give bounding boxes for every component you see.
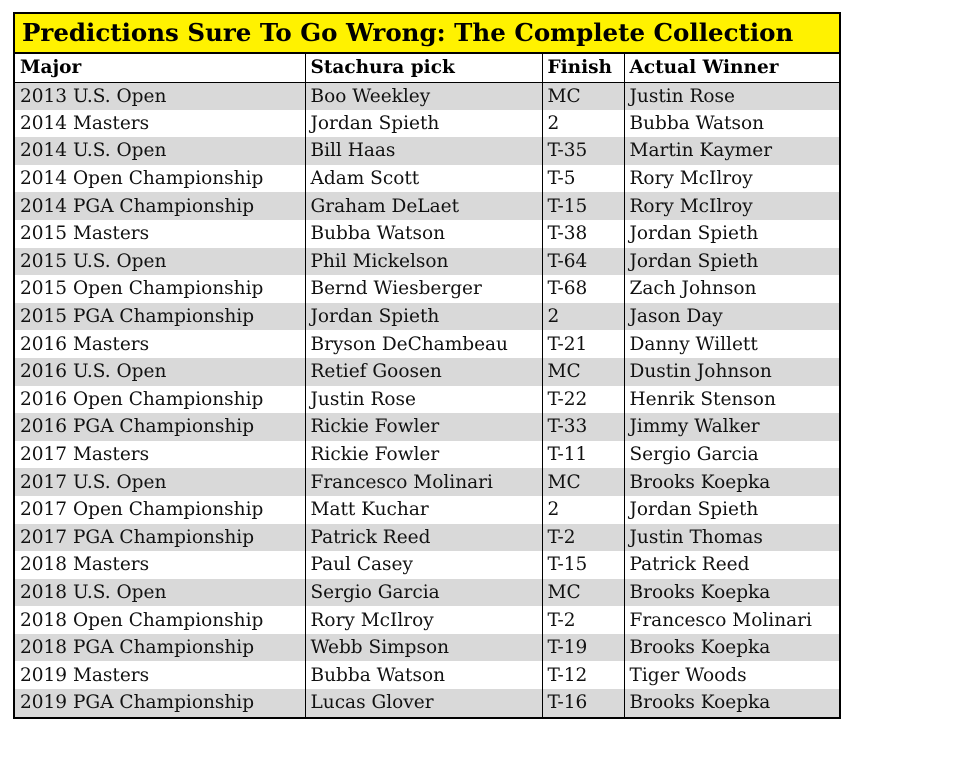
column-header-major: Major [15,54,305,82]
cell-pick: Graham DeLaet [305,192,542,220]
cell-pick: Bubba Watson [305,220,542,248]
table-row [15,634,839,662]
cell-finish: T-33 [542,413,624,441]
table-row [15,413,839,441]
cell-pick: Lucas Glover [305,689,542,717]
cell-major: 2017 PGA Championship [15,524,305,552]
cell-winner: Brooks Koepka [624,634,839,662]
cell-major: 2017 Masters [15,441,305,469]
cell-major: 2014 Open Championship [15,165,305,193]
table-row [15,110,839,138]
cell-pick: Retief Goosen [305,358,542,386]
cell-pick: Boo Weekley [305,82,542,110]
cell-winner: Brooks Koepka [624,579,839,607]
cell-major: 2015 Open Championship [15,275,305,303]
cell-major: 2018 U.S. Open [15,579,305,607]
cell-major: 2016 PGA Championship [15,413,305,441]
table-row [15,496,839,524]
table-row [15,689,839,717]
table-row [15,441,839,469]
cell-winner: Rory McIlroy [624,165,839,193]
cell-winner: Rory McIlroy [624,192,839,220]
cell-winner: Bubba Watson [624,110,839,138]
cell-finish: 2 [542,110,624,138]
cell-major: 2014 U.S. Open [15,137,305,165]
cell-pick: Adam Scott [305,165,542,193]
cell-major: 2016 Masters [15,330,305,358]
cell-pick: Sergio Garcia [305,579,542,607]
cell-pick: Matt Kuchar [305,496,542,524]
cell-winner: Sergio Garcia [624,441,839,469]
cell-finish: T-19 [542,634,624,662]
cell-finish: MC [542,82,624,110]
cell-major: 2014 PGA Championship [15,192,305,220]
cell-winner: Jordan Spieth [624,220,839,248]
table-row [15,551,839,579]
cell-finish: T-15 [542,192,624,220]
table-row [15,330,839,358]
cell-pick: Jordan Spieth [305,303,542,331]
cell-winner: Francesco Molinari [624,606,839,634]
cell-finish: T-68 [542,275,624,303]
cell-finish: MC [542,468,624,496]
cell-major: 2016 Open Championship [15,386,305,414]
cell-finish: T-11 [542,441,624,469]
cell-pick: Bryson DeChambeau [305,330,542,358]
cell-major: 2018 Masters [15,551,305,579]
table-row [15,579,839,607]
table-row [15,303,839,331]
cell-winner: Jimmy Walker [624,413,839,441]
table-row [15,358,839,386]
table-row [15,82,839,110]
cell-pick: Francesco Molinari [305,468,542,496]
cell-finish: MC [542,358,624,386]
table-row [15,192,839,220]
cell-finish: T-15 [542,551,624,579]
cell-winner: Jordan Spieth [624,248,839,276]
cell-winner: Patrick Reed [624,551,839,579]
cell-pick: Phil Mickelson [305,248,542,276]
cell-finish: T-35 [542,137,624,165]
cell-major: 2018 Open Championship [15,606,305,634]
cell-major: 2013 U.S. Open [15,82,305,110]
cell-major: 2016 U.S. Open [15,358,305,386]
cell-winner: Brooks Koepka [624,468,839,496]
predictions-table-sheet [13,12,841,719]
table-title: Predictions Sure To Go Wrong: The Complete Collection [15,14,839,54]
cell-winner: Justin Rose [624,82,839,110]
cell-finish: T-5 [542,165,624,193]
cell-finish: 2 [542,496,624,524]
cell-pick: Webb Simpson [305,634,542,662]
cell-major: 2017 Open Championship [15,496,305,524]
table-row [15,468,839,496]
cell-winner: Dustin Johnson [624,358,839,386]
cell-winner: Henrik Stenson [624,386,839,414]
cell-finish: T-12 [542,661,624,689]
cell-pick: Paul Casey [305,551,542,579]
table-row [15,661,839,689]
table-row [15,220,839,248]
cell-pick: Bernd Wiesberger [305,275,542,303]
cell-winner: Danny Willett [624,330,839,358]
cell-major: 2019 Masters [15,661,305,689]
cell-major: 2019 PGA Championship [15,689,305,717]
cell-winner: Brooks Koepka [624,689,839,717]
table-row [15,137,839,165]
cell-major: 2018 PGA Championship [15,634,305,662]
cell-major: 2017 U.S. Open [15,468,305,496]
cell-pick: Bill Haas [305,137,542,165]
table-row [15,165,839,193]
cell-pick: Justin Rose [305,386,542,414]
cell-pick: Patrick Reed [305,524,542,552]
cell-finish: T-38 [542,220,624,248]
cell-finish: T-22 [542,386,624,414]
predictions-table [15,54,839,717]
cell-pick: Jordan Spieth [305,110,542,138]
cell-major: 2014 Masters [15,110,305,138]
table-row [15,248,839,276]
table-row [15,275,839,303]
cell-finish: T-16 [542,689,624,717]
table-row [15,606,839,634]
column-header-pick: Stachura pick [305,54,542,82]
cell-finish: MC [542,579,624,607]
cell-pick: Rory McIlroy [305,606,542,634]
cell-pick: Rickie Fowler [305,441,542,469]
cell-winner: Zach Johnson [624,275,839,303]
cell-pick: Bubba Watson [305,661,542,689]
cell-pick: Rickie Fowler [305,413,542,441]
cell-finish: 2 [542,303,624,331]
cell-winner: Jordan Spieth [624,496,839,524]
cell-winner: Justin Thomas [624,524,839,552]
cell-winner: Martin Kaymer [624,137,839,165]
cell-major: 2015 PGA Championship [15,303,305,331]
cell-finish: T-2 [542,524,624,552]
cell-major: 2015 Masters [15,220,305,248]
cell-winner: Jason Day [624,303,839,331]
table-row [15,524,839,552]
column-header-winner: Actual Winner [624,54,839,82]
table-row [15,386,839,414]
cell-finish: T-21 [542,330,624,358]
cell-finish: T-2 [542,606,624,634]
header-row [15,54,839,82]
column-header-finish: Finish [542,54,624,82]
table-body [15,82,839,717]
cell-major: 2015 U.S. Open [15,248,305,276]
cell-finish: T-64 [542,248,624,276]
cell-winner: Tiger Woods [624,661,839,689]
